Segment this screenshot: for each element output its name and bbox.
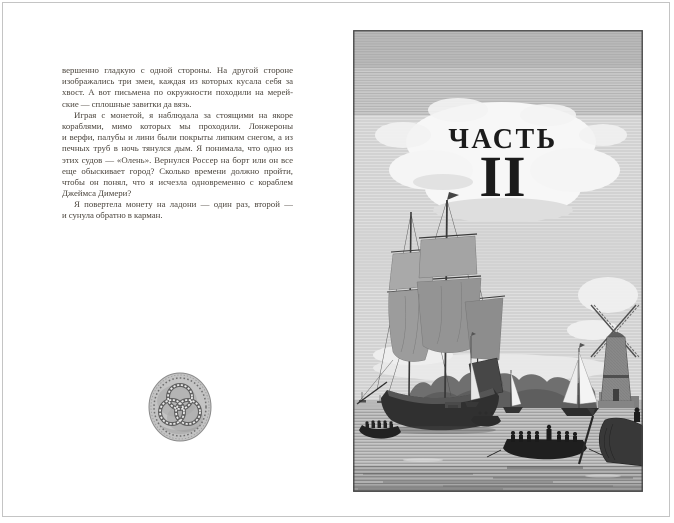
text-line: кораблями, мимо которых мы проходили. Лонжероны: [62, 120, 293, 131]
text-line: этих судов — «Олень». Вернулся Россер на борт или он все: [62, 154, 293, 165]
text-line: изображались три змеи, каждая из которых кусала себя за: [62, 76, 293, 87]
text-block: [62, 65, 293, 222]
text-line: чтобы он понял, что я исчезла одновременно с кораблем: [62, 176, 293, 187]
text-line: и сунула обратно в карман.: [62, 210, 163, 221]
text-line: ские — сплошные завитки да вязь.: [62, 98, 192, 109]
text-line: Играя с монетой, я наблюдала за стоящими на якоре: [74, 109, 293, 120]
text-line: и верфи, палубы и лини были покрыты липким снегом, а из: [62, 132, 293, 143]
text-line: хвост. А вот письмена по окружности походили на мерей-: [62, 87, 293, 98]
coin-ornament-icon: [147, 371, 213, 443]
text-line: вершенно гладкую с одной стороны. На другой стороне: [62, 65, 293, 75]
part-label: ЧАСТЬ: [448, 124, 558, 155]
part-number: II: [479, 144, 527, 209]
text-line: Я повертела монету на ладони — один раз, второй —: [74, 199, 293, 210]
text-line: печных труб в ночь тянулся дым. Я понимала, что одно из: [62, 143, 293, 154]
text-line: Джеймса Димери?: [62, 188, 132, 199]
text-line: еще обыскивает город? Сколько времени должно пройти,: [62, 165, 293, 176]
part-opening-illustration: [353, 30, 643, 492]
